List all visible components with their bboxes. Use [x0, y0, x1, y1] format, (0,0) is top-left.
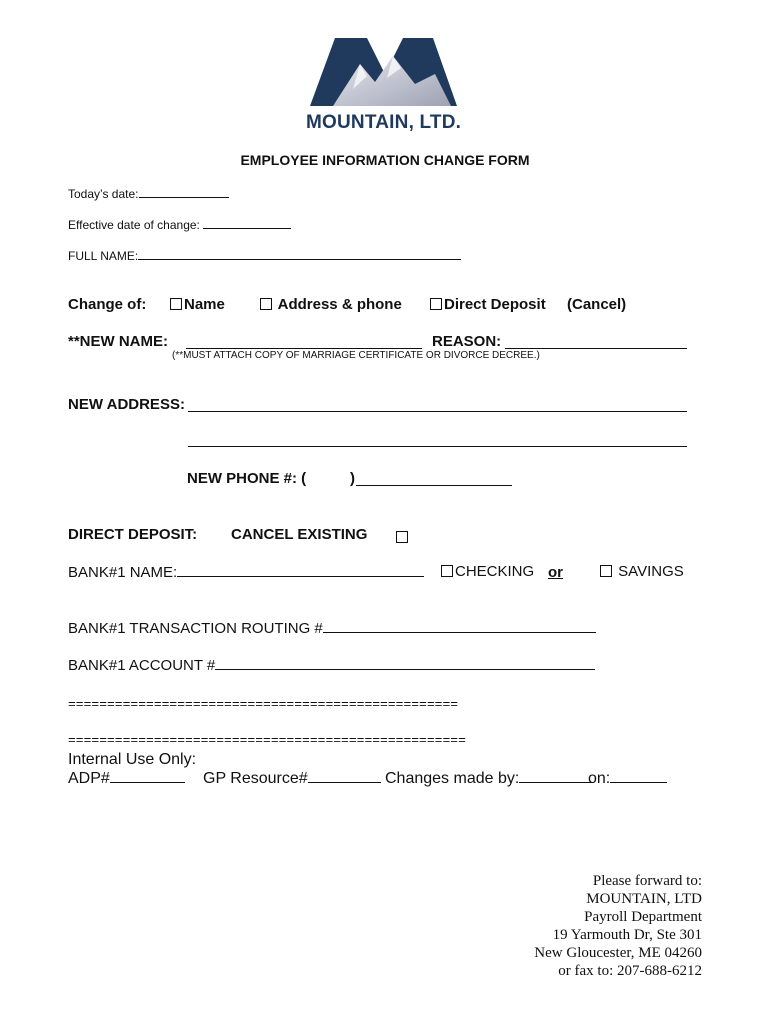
forward-address-block — [400, 872, 702, 980]
forward-line-6: or fax to: 207-688-6212 — [558, 963, 702, 979]
reason-field[interactable] — [505, 348, 687, 349]
logo-text: MOUNTAIN, LTD. — [306, 112, 462, 133]
option-name-label: Name — [184, 296, 225, 313]
address-phone-checkbox[interactable] — [260, 298, 272, 310]
new-phone-label: NEW PHONE #: ( — [187, 470, 307, 487]
adp-field[interactable] — [110, 781, 185, 783]
gp-resource-label: GP Resource# — [203, 770, 308, 787]
forward-line-4: 19 Yarmouth Dr, Ste 301 — [552, 927, 702, 943]
savings-checkbox[interactable] — [600, 565, 612, 577]
new-name-field[interactable] — [186, 348, 422, 349]
forward-line-3: Payroll Department — [584, 909, 702, 925]
new-name-label: **NEW NAME: — [68, 333, 168, 350]
change-of-label: Change of: — [68, 296, 147, 313]
option-address-phone[interactable] — [260, 296, 402, 313]
changes-made-by-label: Changes made by: — [385, 770, 520, 787]
forward-line-5: New Gloucester, ME 04260 — [534, 945, 702, 961]
full-name-label: FULL NAME: — [68, 249, 139, 263]
name-checkbox[interactable] — [170, 298, 182, 310]
checking-label: CHECKING — [455, 563, 535, 580]
option-name[interactable] — [170, 296, 225, 313]
todays-date-label: Today’s date: — [68, 187, 139, 201]
new-phone-field[interactable] — [356, 485, 512, 486]
changes-made-by-field[interactable] — [519, 781, 594, 783]
option-address-label: Address & phone — [277, 296, 402, 313]
bank-name-label: BANK#1 NAME: — [68, 564, 178, 581]
account-field[interactable] — [215, 668, 595, 670]
savings-label: SAVINGS — [618, 563, 684, 580]
direct-deposit-label: DIRECT DEPOSIT: — [68, 526, 198, 543]
forward-line-2: MOUNTAIN, LTD — [586, 891, 702, 907]
effective-date-field[interactable] — [203, 227, 291, 229]
account-label: BANK#1 ACCOUNT # — [68, 657, 216, 674]
checking-checkbox[interactable] — [441, 565, 453, 577]
on-field[interactable] — [610, 781, 667, 783]
savings-option[interactable] — [600, 563, 684, 580]
option-cancel-label: (Cancel) — [567, 296, 627, 313]
new-name-note: (**MUST ATTACH COPY OF MARRIAGE CERTIFICATE OR DIVORCE DECREE.) — [172, 350, 540, 361]
todays-date-field[interactable] — [139, 196, 229, 198]
new-address-label: NEW ADDRESS: — [68, 396, 185, 413]
checking-option[interactable] — [441, 563, 534, 580]
or-label: or — [548, 564, 563, 581]
on-label: on: — [588, 770, 611, 787]
new-address-field-1[interactable] — [188, 411, 687, 412]
gp-resource-field[interactable] — [308, 781, 381, 783]
routing-label: BANK#1 TRANSACTION ROUTING # — [68, 620, 323, 637]
forward-line-1: Please forward to: — [592, 873, 702, 889]
reason-label: REASON: — [432, 333, 502, 350]
effective-date-label: Effective date of change: — [68, 218, 200, 232]
cancel-existing-checkbox[interactable] — [396, 531, 408, 543]
bank-name-field[interactable] — [177, 575, 424, 577]
option-direct-deposit[interactable] — [430, 296, 546, 313]
new-phone-close: ) — [350, 470, 355, 487]
internal-use-label: Internal Use Only: — [68, 751, 197, 768]
adp-label: ADP# — [68, 770, 110, 787]
form-title: EMPLOYEE INFORMATION CHANGE FORM — [240, 152, 530, 168]
full-name-field[interactable] — [138, 258, 461, 260]
separator-2: =================================================== — [68, 733, 466, 748]
new-address-field-2[interactable] — [188, 446, 687, 447]
routing-field[interactable] — [323, 631, 596, 633]
option-direct-deposit-label: Direct Deposit — [444, 296, 546, 313]
direct-deposit-checkbox[interactable] — [430, 298, 442, 310]
separator-1: ================================================== — [68, 697, 459, 712]
cancel-existing-label: CANCEL EXISTING — [231, 526, 368, 543]
